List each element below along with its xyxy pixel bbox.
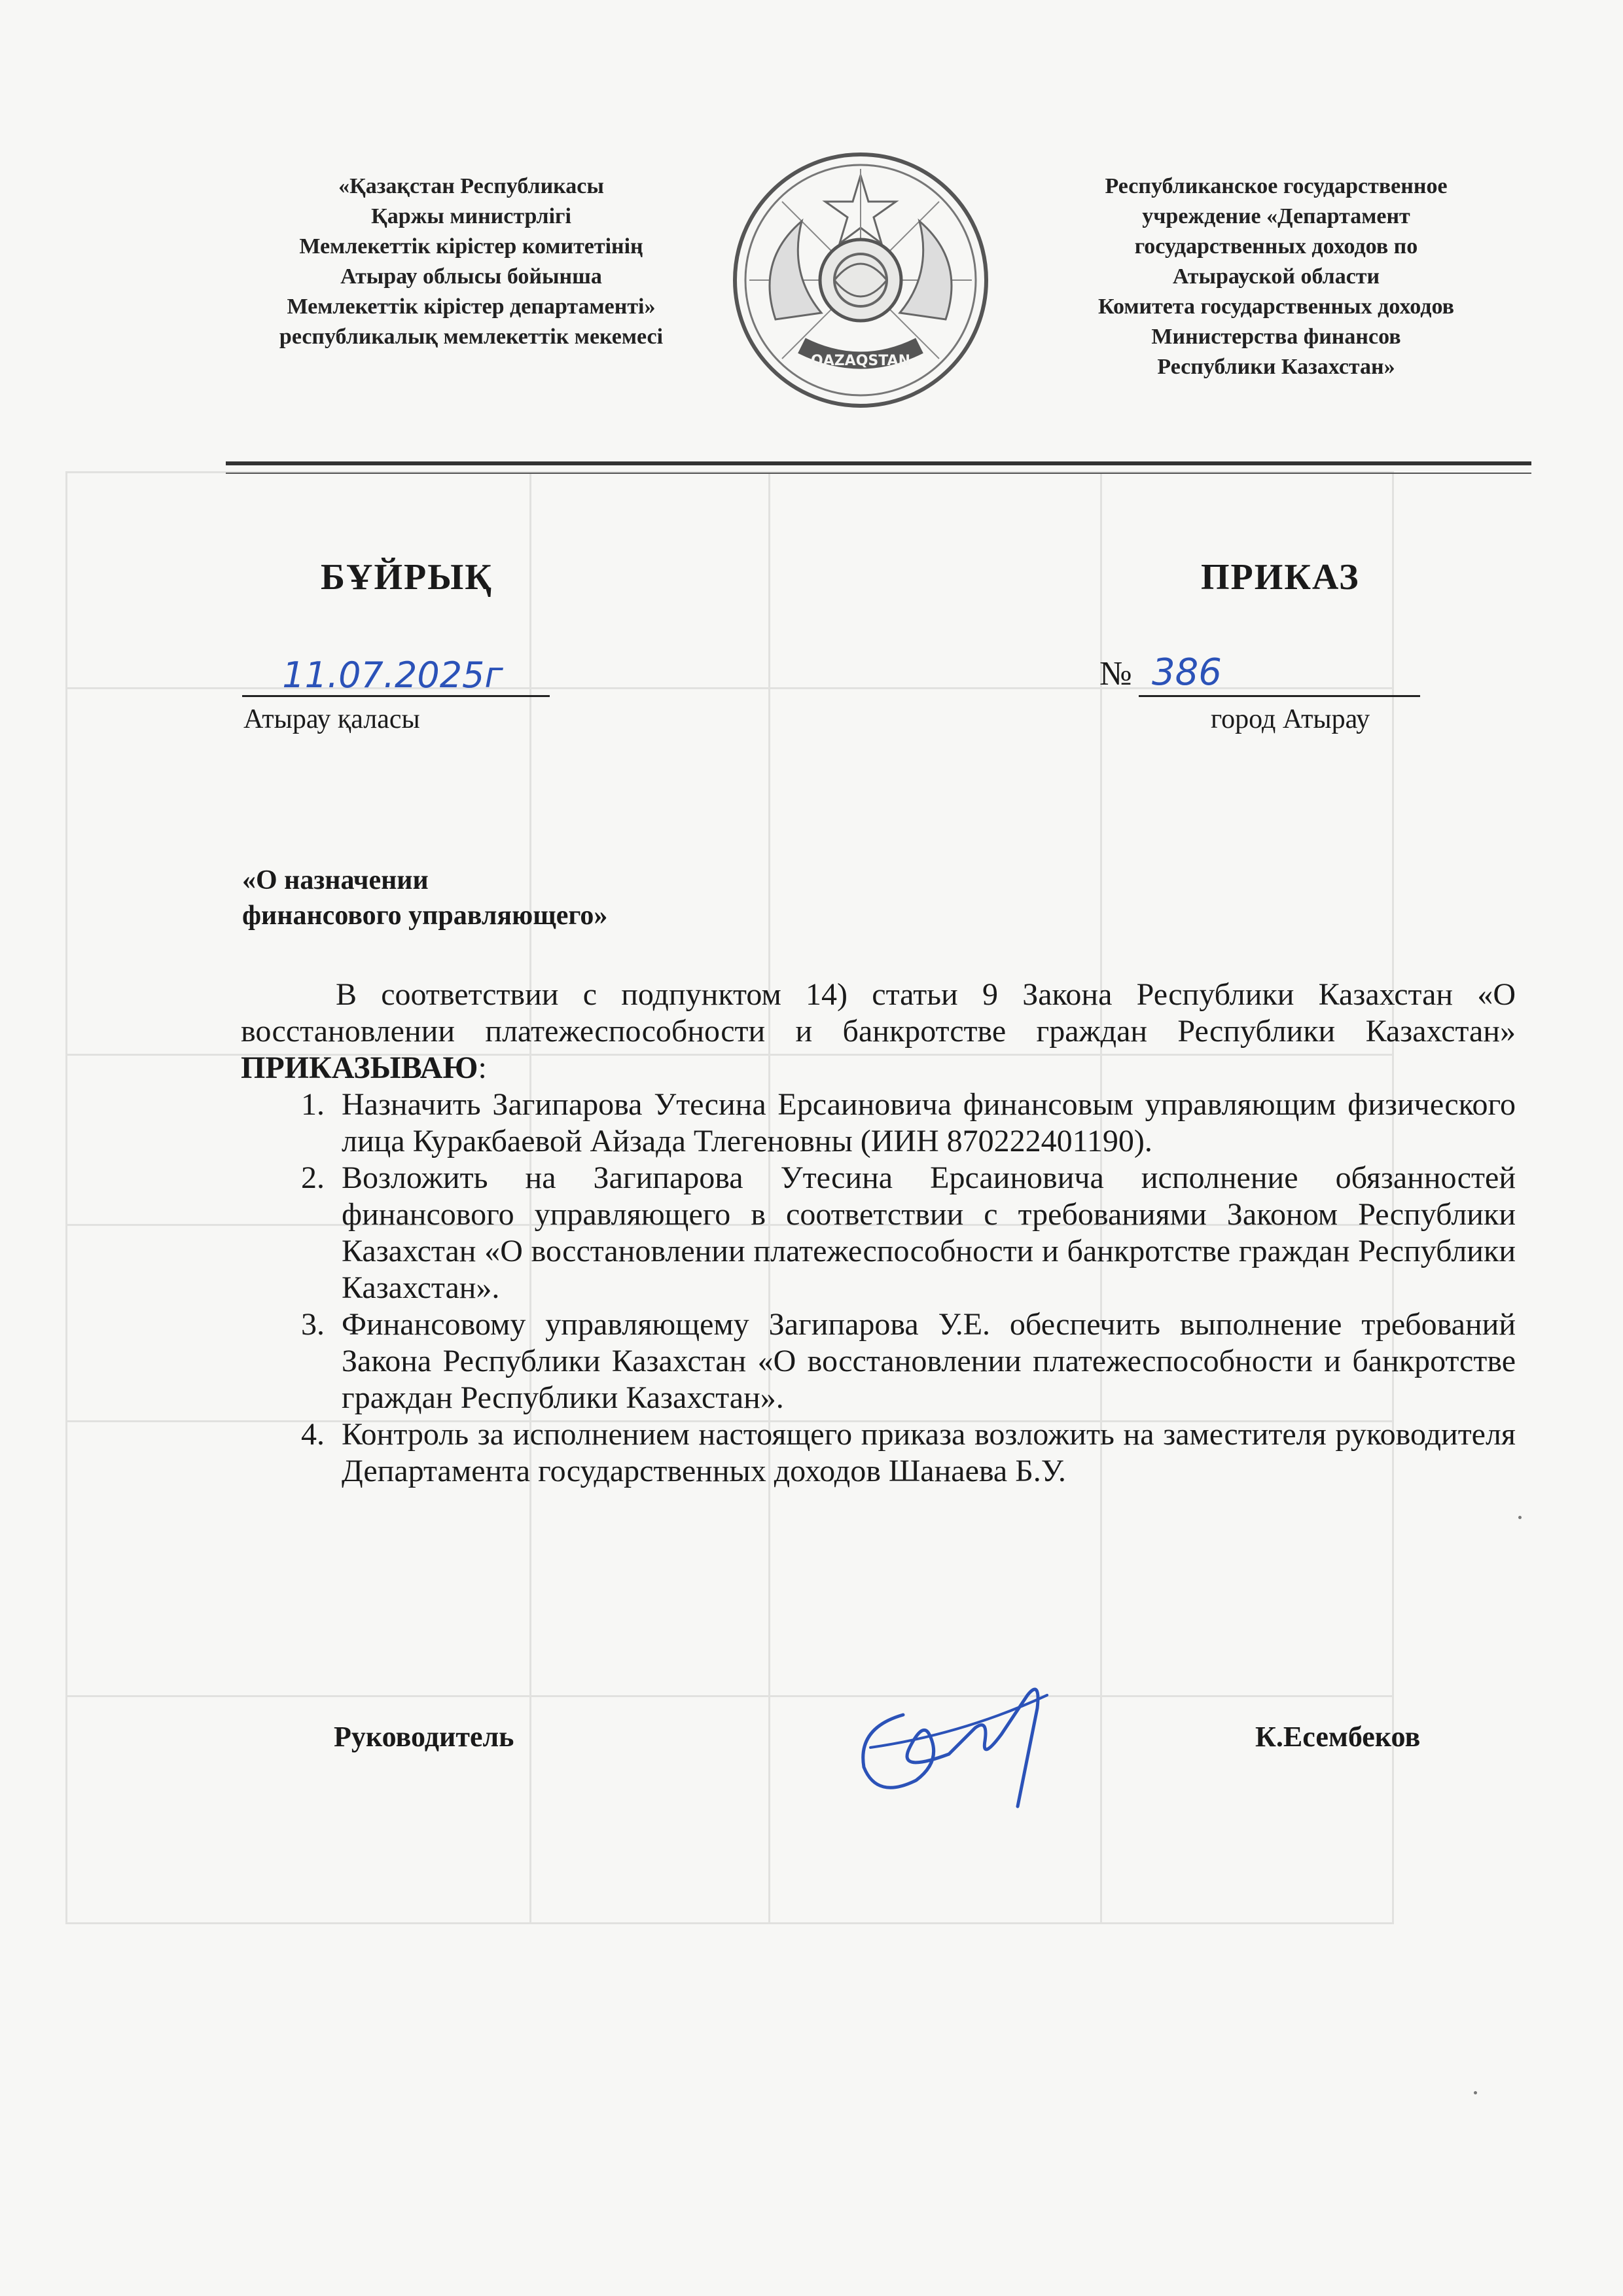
state-emblem-icon: [730, 149, 991, 411]
emblem-text: QAZAQSTAN: [811, 353, 910, 369]
header-right-block: [1034, 171, 1518, 382]
header-right-line: Комитета государственных доходов: [1098, 295, 1454, 319]
signatory-name: К.Есембеков: [1255, 1721, 1421, 1753]
header-left-line: Мемлекеттік кірістер комитетінің: [299, 234, 643, 259]
order-items: [241, 1086, 1516, 1490]
preamble-command: ПРИКАЗЫВАЮ: [241, 1050, 478, 1085]
order-body: [241, 977, 1516, 1490]
header-left-block: [229, 171, 713, 352]
city-kazakh: Атырау қаласы: [243, 704, 420, 734]
signatory-title: Руководитель: [334, 1721, 514, 1753]
header-left-line: республикалық мемлекеттік мекемесі: [279, 325, 664, 349]
subject-line: финансового управляющего»: [242, 901, 608, 931]
preamble-text: В соответствии с подпунктом 14) статьи 9 Закона Республики Казахстан «О восстановлении платежеспособности и банкротстве граждан Республики Казахстан»: [241, 977, 1516, 1049]
bleed-through-title: [510, 484, 1099, 522]
order-item: 2. Возложить на Загипарова Утесина Ерсаиновича исполнение обязанностей финансового управляющего в соответствии с требованиями Законом Республики Казахстан «О восстановлении платежеспособности и банкротстве граждан Республики Казахстан».: [332, 1160, 1516, 1306]
order-item: 4. Контроль за исполнением настоящего приказа возложить на заместителя руководителя Департамента государственных доходов Шанаева Б.У.: [332, 1416, 1516, 1490]
handwritten-date: 11.07.2025г: [282, 655, 503, 696]
header-right-line: учреждение «Департамент: [1142, 204, 1410, 228]
date-underline: [242, 695, 550, 697]
header-divider-thick: [226, 461, 1531, 465]
handwritten-order-number: 386: [1152, 651, 1222, 694]
header-right-line: государственных доходов по: [1134, 234, 1418, 259]
header-left-line: Мемлекеттік кірістер департаменті»: [287, 295, 656, 319]
preamble: [241, 977, 1516, 1086]
header-right-line: Министерства финансов: [1151, 325, 1401, 349]
header-right-line: Республиканское государственное: [1105, 174, 1448, 198]
order-subject: [242, 863, 607, 933]
city-russian: город Атырау: [1211, 704, 1370, 734]
title-russian: ПРИКАЗ: [1201, 557, 1360, 598]
number-sign: №: [1099, 655, 1132, 692]
header-right-line: Республики Казахстан»: [1157, 355, 1395, 379]
scan-speck: [1474, 2091, 1477, 2094]
handwritten-signature: [831, 1656, 1106, 1813]
header-left-line: «Қазақстан Республикасы: [338, 174, 604, 198]
header-divider-thin: [226, 473, 1531, 474]
title-kazakh: БҰЙРЫҚ: [321, 557, 493, 598]
preamble-colon: :: [478, 1050, 487, 1085]
order-item: 1. Назначить Загипарова Утесина Ерсаиновича финансовым управляющим физического лица Куракбаевой Айзада Тлегеновны (ИИН 870222401190).: [332, 1086, 1516, 1160]
order-item: 3. Финансовому управляющему Загипарова У.Е. обеспечить выполнение требований Закона Республики Казахстан «О восстановлении платежеспособности и банкротстве граждан Республики Казахстан».: [332, 1306, 1516, 1416]
subject-line: «О назначении: [242, 865, 429, 895]
scan-speck: [1518, 1516, 1522, 1519]
number-underline: [1139, 695, 1420, 697]
header-left-line: Атырау облысы бойынша: [340, 264, 602, 289]
header-left-line: Қаржы министрлігі: [371, 204, 571, 228]
header-right-line: Атырауской области: [1172, 264, 1380, 289]
